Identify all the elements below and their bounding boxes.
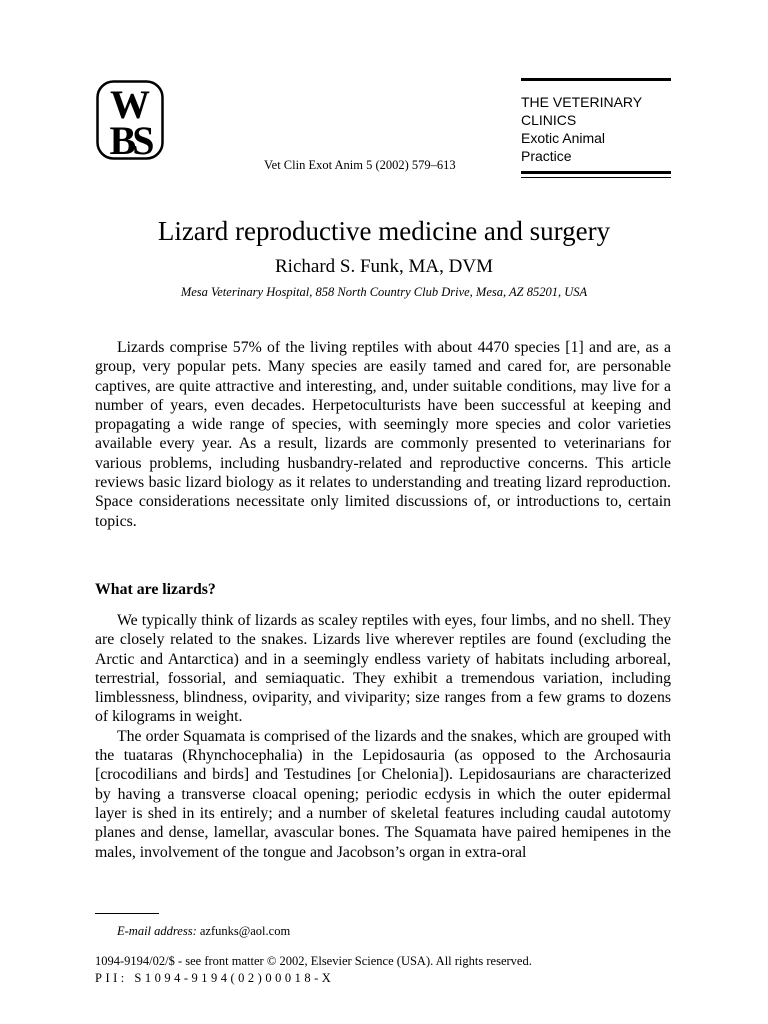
journal-line-4: Practice (521, 148, 572, 164)
journal-bottom-rules (521, 171, 671, 178)
copyright-line: 1094-9194/02/$ - see front matter © 2002, Elsevier Science (USA). All rights reserved. (95, 954, 532, 968)
author-affiliation: Mesa Veterinary Hospital, 858 North Country Club Drive, Mesa, AZ 85201, USA (180, 285, 588, 299)
section-heading: What are lizards? (95, 581, 216, 598)
journal-title-block (521, 78, 671, 178)
body-paragraph-1: We typically think of lizards as scaley reptiles with eyes, four limbs, and no shell. They are closely related to the snakes. Lizards live wherever reptiles are found (excluding the Arctic and Antarctica) and in a seemingly endless variety of habitats including arboreal, terrestrial, fossorial, and semiaquatic. They exhibit a tremendous variation, including limblessness, blindness, oviparity, and viviparity; size ranges from a few grams to dozens of kilograms in weight. (95, 612, 671, 726)
logo-top-letter: W (110, 82, 150, 127)
journal-line-1: THE VETERINARY (521, 94, 643, 110)
journal-line-2: CLINICS (521, 112, 577, 128)
footnote-rule (95, 913, 159, 914)
section-body (95, 611, 671, 862)
copyright-block (95, 953, 532, 987)
footnote-email: azfunks@aol.com (199, 924, 291, 938)
pii-line: PII: S1094-9194(02)00018-X (95, 971, 335, 985)
journal-citation: Vet Clin Exot Anim 5 (2002) 579–613 (264, 158, 456, 172)
publisher-logo (96, 80, 164, 160)
footnote (117, 924, 290, 939)
journal-line-3: Exotic Animal (521, 130, 606, 146)
journal-top-rule (521, 78, 671, 81)
intro-paragraph: Lizards comprise 57% of the living reptiles with about 4470 species [1] and are, as a group, very popular pets. Many species are easily tamed and cared for, are personable captives, are quite attractive and interesting, and, under suitable conditions, may live for a number of years, even decades. Herpetoculturists have been successful at keeping and propagating a wide range of species, with seemingly more species and color varieties available every year. As a result, lizards are commonly presented to veterinarians for various problems, including husbandry-related and reproductive concerns. This article reviews basic lizard biology as it relates to understanding and treating lizard reproduction. Space considerations necessitate only limited discussions of, or introductions to, certain topics. (95, 339, 671, 530)
footnote-label: E-mail address: (117, 924, 197, 938)
article-author: Richard S. Funk, MA, DVM (275, 256, 493, 277)
body-paragraph-2: The order Squamata is comprised of the lizards and the snakes, which are grouped with the tuataras (Rhynchocephalia) in the Lepidosauria (as opposed to the Archosauria [crocodilians and birds] and Testudines [or Chelonia]). Lepidosaurians are characterized by having a transverse cloacal opening; periodic ecdysis in which the outer epidermal layer is shed in its entirely; and a number of skeletal features including caudal autotomy planes and dense, lamellar, avascular bones. The Squamata have paired hemipenes in the males, involvement of the tongue and Jacobson’s organ in extra-oral (95, 727, 671, 861)
logo-bottom-letters: BS (109, 118, 151, 160)
article-title: Lizard reproductive medicine and surgery (157, 216, 611, 246)
intro-section (95, 338, 671, 531)
